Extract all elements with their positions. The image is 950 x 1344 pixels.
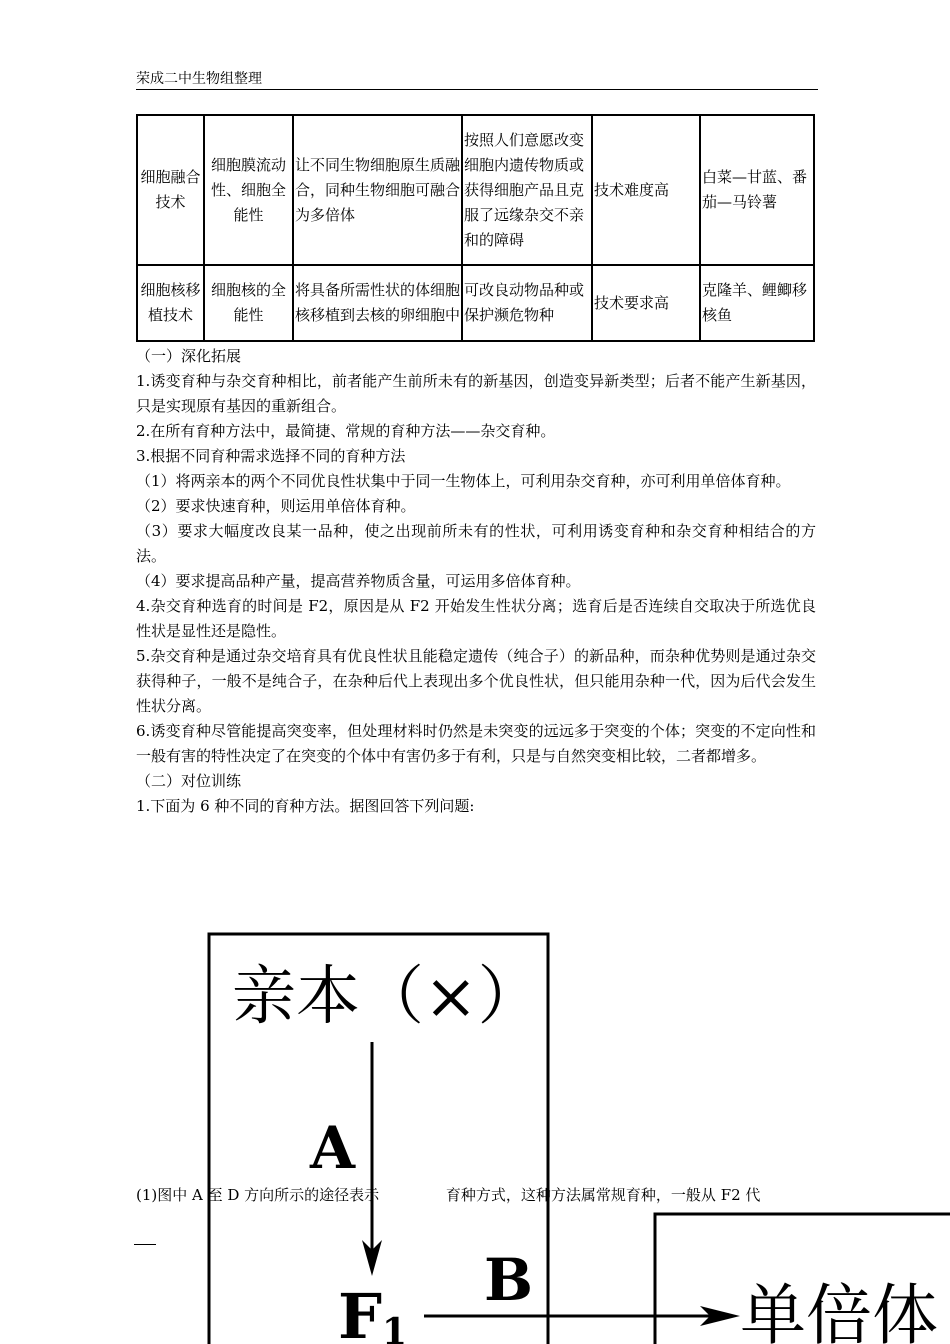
parent-label: 亲本（×）: [232, 960, 542, 1034]
table-cell: 让不同生物细胞原生质融合，同种生物细胞可融合为多倍体: [293, 115, 462, 265]
haploid-label: 单倍体: [740, 1277, 938, 1344]
page-header: 荣成二中生物组整理: [136, 70, 818, 90]
question-intro: 1.下面为 6 种不同的育种方法。据图回答下列问题:: [136, 797, 475, 815]
table-cell: 细胞核移植技术: [137, 265, 204, 341]
paragraph: 4.杂交育种选育的时间是 F2，原因是从 F2 开始发生性状分离；选育后是否连续自交取决于所选优良性状是显性还是隐性。: [136, 597, 816, 640]
paragraph: 1.诱变育种与杂交育种相比，前者能产生前所未有的新基因，创造变异新类型；后者不能产生新基因，只是实现原有基因的重新组合。: [136, 372, 816, 415]
paragraph: （1）将两亲本的两个不同优良性状集中于同一生物体上，可利用杂交育种，亦可利用单倍体育种。: [136, 472, 791, 490]
f1-subscript: 1: [382, 1311, 408, 1344]
paragraph: （4）要求提高品种产量，提高营养物质含量，可运用多倍体育种。: [136, 572, 581, 590]
table-cell: 克隆羊、鲤鲫移核鱼: [700, 265, 814, 341]
table-cell: 将具备所需性状的体细胞核移植到去核的卵细胞中: [293, 265, 462, 341]
section-heading: （一）深化拓展: [136, 347, 242, 365]
question-text: (1)图中 A 至 D 方向所示的途径表示 育种方式，这种方法属常规育种，一般从 F2 代: [136, 1186, 761, 1204]
table-cell: 细胞核的全能性: [204, 265, 293, 341]
table-cell: 按照人们意愿改变细胞内遗传物质或获得细胞产品且克服了远缘杂交不亲和的障碍: [462, 115, 592, 265]
paragraph: （3）要求大幅度改良某一品种，使之出现前所未有的性状，可利用诱变育种和杂交育种相结合的方法。: [136, 522, 816, 565]
table-cell: 细胞融合技术: [137, 115, 204, 265]
table-cell: 可改良动物品种或保护濒危物种: [462, 265, 592, 341]
table-cell: 技术难度高: [592, 115, 700, 265]
section-heading: （二）对位训练: [136, 772, 242, 790]
label-b: B: [484, 1246, 534, 1314]
table-cell: 细胞膜流动性、细胞全能性: [204, 115, 293, 265]
f1-main: F: [338, 1280, 383, 1344]
paragraph: 5.杂交育种是通过杂交培育具有优良性状且能稳定遗传（纯合子）的新品种，而杂种优势则是通过杂交获得种子，一般不是纯合子，在杂种后代上表现出多个优良性状，但只能用杂种一代，因为后代会发生性状分离。: [136, 647, 816, 715]
paragraph: 3.根据不同育种需求选择不同的育种方法: [136, 447, 406, 465]
label-a: A: [310, 1114, 356, 1182]
paragraph: （2）要求快速育种，则运用单倍体育种。: [136, 497, 416, 515]
paragraph: 2.在所有育种方法中，最简捷、常规的育种方法——杂交育种。: [136, 422, 556, 440]
paragraph: 6.诱变育种尽管能提高突变率，但处理材料时仍然是未突变的远远多于突变的个体；突变的不定向性和一般有害的特性决定了在突变的个体中有害仍多于有利，只是与自然突变相比较，二者都增多。: [136, 722, 816, 765]
f1-label: [338, 1280, 407, 1344]
table-cell: 技术要求高: [592, 265, 700, 341]
table-cell: 白菜—甘蓝、番茄—马铃薯: [700, 115, 814, 265]
